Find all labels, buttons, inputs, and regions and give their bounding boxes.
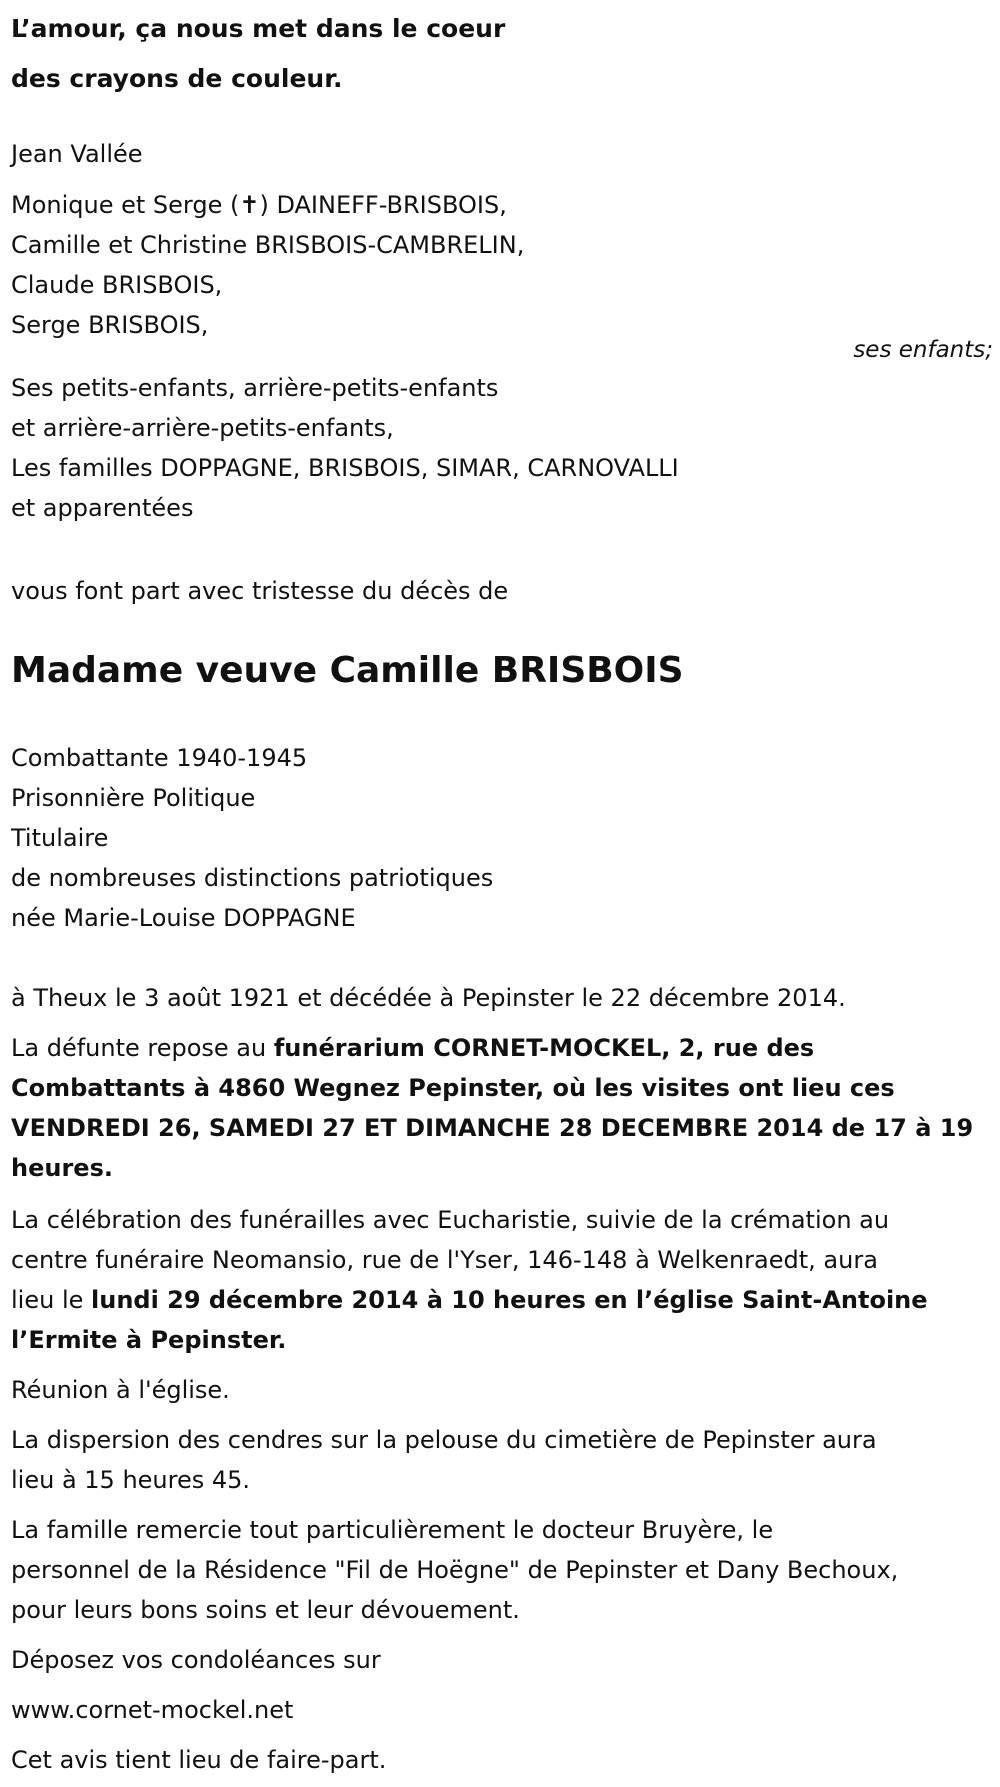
ashes-line: lieu à 15 heures 45. <box>11 1466 251 1494</box>
thanks-line: pour leurs bons soins et leur dévouement. <box>11 1596 520 1624</box>
title-line: Titulaire <box>11 824 109 852</box>
child-line: Camille et Christine BRISBOIS-CAMBRELIN, <box>11 231 525 259</box>
children-list <box>11 185 524 345</box>
family-line: et arrière-arrière-petits-enfants, <box>11 414 394 442</box>
thanks-paragraph <box>11 1510 996 1630</box>
ashes-paragraph <box>11 1420 996 1500</box>
announcement-text: vous font part avec tristesse du décès de <box>11 577 509 605</box>
ashes-line: La dispersion des cendres sur la pelouse du cimetière de Pepinster aura <box>11 1426 877 1454</box>
condolences-text: Déposez vos condoléances sur <box>11 1646 381 1674</box>
visitation-paragraph <box>11 1028 996 1188</box>
funeral-intro: lieu le <box>11 1286 92 1314</box>
quote-line-1: L’amour, ça nous met dans le coeur <box>11 14 506 43</box>
funeral-line: La célébration des funérailles avec Eucharistie, suivie de la crémation au <box>11 1206 890 1234</box>
title-line: née Marie-Louise DOPPAGNE <box>11 904 356 932</box>
thanks-line: La famille remercie tout particulièrement le docteur Bruyère, le <box>11 1516 774 1544</box>
visitation-bold: Combattants à 4860 Wegnez Pepinster, où les visites ont lieu ces <box>11 1074 895 1102</box>
funeral-line: centre funéraire Neomansio, rue de l'Yser, 146-148 à Welkenraedt, aura <box>11 1246 878 1274</box>
funeral-bold: l’Ermite à Pepinster. <box>11 1326 287 1354</box>
visitation-bold: VENDREDI 26, SAMEDI 27 ET DIMANCHE 28 DECEMBRE 2014 de 17 à 19 <box>11 1114 974 1142</box>
child-line: Serge BRISBOIS, <box>11 311 209 339</box>
funeral-paragraph <box>11 1200 996 1360</box>
title-line: Prisonnière Politique <box>11 784 256 812</box>
visitation-bold: funérarium CORNET-MOCKEL, 2, rue des <box>273 1034 815 1062</box>
website-text: www.cornet-mockel.net <box>11 1696 294 1724</box>
visitation-bold: heures. <box>11 1154 113 1182</box>
visitation-line-1 <box>11 1028 996 1068</box>
meeting-text: Réunion à l'église. <box>11 1376 230 1404</box>
funeral-line-3 <box>11 1280 996 1320</box>
child-line: Claude BRISBOIS, <box>11 271 223 299</box>
funeral-bold: lundi 29 décembre 2014 à 10 heures en l’église Saint-Antoine <box>91 1286 928 1314</box>
quote-line-2: des crayons de couleur. <box>11 64 343 93</box>
family-list <box>11 368 679 528</box>
opening-quote <box>11 4 505 104</box>
birth-death-text: à Theux le 3 août 1921 et décédée à Pepinster le 22 décembre 2014. <box>11 984 846 1012</box>
partner-name: Jean Vallée <box>11 140 143 168</box>
deceased-titles <box>11 738 493 938</box>
family-line: Les familles DOPPAGNE, BRISBOIS, SIMAR, CARNOVALLI <box>11 454 679 482</box>
title-line: Combattante 1940-1945 <box>11 744 308 772</box>
child-line: Monique et Serge (✝) DAINEFF-BRISBOIS, <box>11 191 507 219</box>
family-line: et apparentées <box>11 494 194 522</box>
thanks-line: personnel de la Résidence "Fil de Hoëgne" de Pepinster et Dany Bechoux, <box>11 1556 899 1584</box>
closing-text: Cet avis tient lieu de faire-part. <box>11 1746 387 1774</box>
title-line: de nombreuses distinctions patriotiques <box>11 864 494 892</box>
family-line: Ses petits-enfants, arrière-petits-enfants <box>11 374 499 402</box>
deceased-name: Madame veuve Camille BRISBOIS <box>11 650 684 691</box>
visitation-intro: La défunte repose au <box>11 1034 274 1062</box>
children-caption: ses enfants; <box>853 337 993 363</box>
